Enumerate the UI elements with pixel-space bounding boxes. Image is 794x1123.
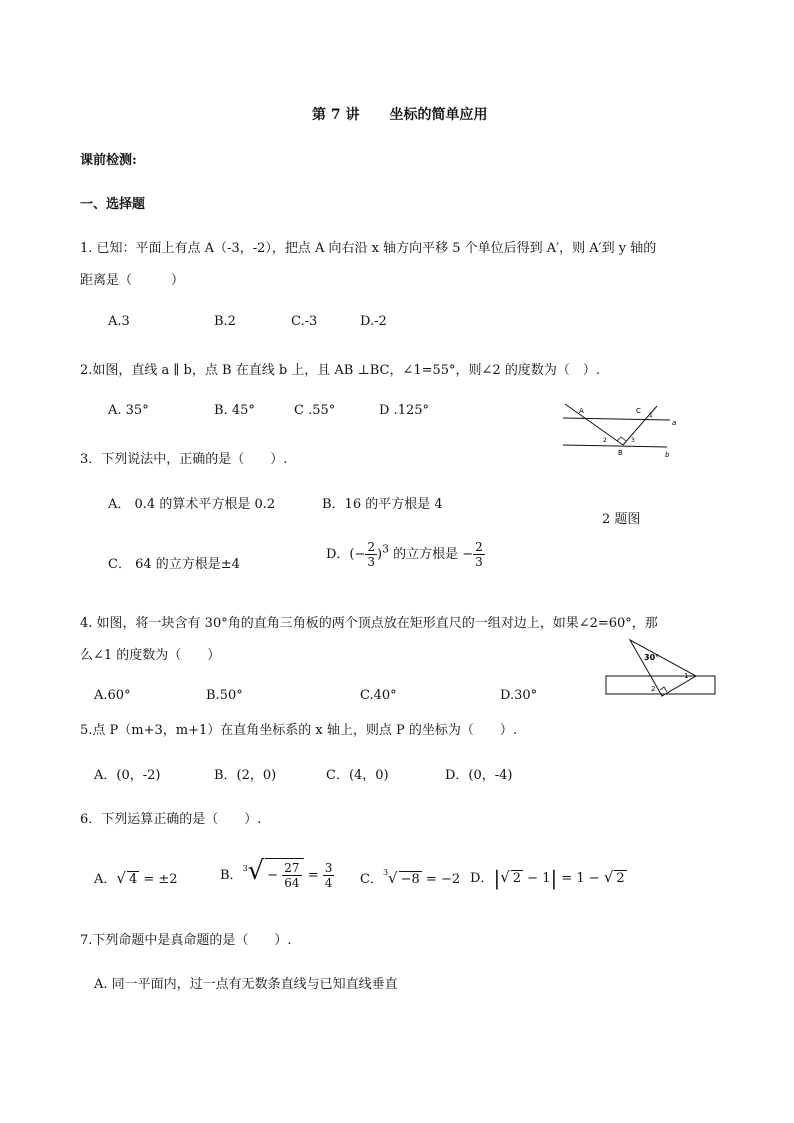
line-a: [563, 418, 670, 420]
q6-option-d: D．|√ 2 − 1| = 1 − √ 2: [470, 866, 625, 890]
section-heading: 课前检测:: [80, 153, 137, 168]
q5-stem: 5.点 P（m+3，m+1）在直角坐标系的 x 轴上，则点 P 的坐标为（ ）.: [80, 723, 518, 738]
ruler: [606, 676, 715, 694]
right-angle-mark: [617, 437, 626, 441]
q3-d-fraction: $\frac{2}{3}$: [367, 540, 376, 569]
q4-option-d: D.30°: [500, 688, 538, 703]
q2-option-b: B. 45°: [214, 403, 255, 418]
label-30: 30°: [644, 653, 660, 662]
q4-ruler-triangle-figure: [604, 636, 718, 698]
q5-option-d: D．(0，-4): [445, 768, 513, 783]
q6-option-b: B．$^3$√ − $\frac{27}{64}$ = $\frac{3}{4}$: [220, 856, 333, 890]
q1-option-b: B.2: [214, 314, 236, 329]
q1-option-a: A.3: [108, 314, 130, 329]
label-b: b: [665, 451, 670, 459]
q3-option-a: A． 0.4 的算术平方根是 0.2: [108, 497, 276, 512]
q3-d-fraction2: $\frac{2}{3}$: [475, 540, 483, 569]
q6-stem: 6．下列运算正确的是（ ）.: [80, 812, 262, 827]
q6-option-a: A．√ 4 = ±2: [94, 869, 178, 887]
right-angle-mark: [660, 687, 667, 692]
page-title: [312, 104, 488, 124]
q4-option-a: A.60°: [94, 688, 131, 703]
q2-option-c: C .55°: [294, 403, 336, 418]
q2-parallel-lines-figure: [555, 400, 680, 464]
lecture-number: 第 7 讲: [312, 107, 360, 123]
line-b: [563, 445, 667, 447]
q2-stem: 2.如图，直线 a ∥ b，点 B 在直线 b 上，且 AB ⊥BC，∠1=55°，则∠2 的度数为（ ）.: [80, 363, 600, 378]
label-a: a: [672, 419, 677, 427]
q3-option-d: D．(− $\frac{2}{3}$ )$^3$ 的立方根是 − $\frac{2}{3}$: [326, 540, 483, 569]
q5-option-b: B．(2，0): [214, 768, 277, 783]
label-2: 2: [651, 685, 656, 693]
q3-d-text: 的立方根是 −: [389, 547, 474, 562]
q3-d-prefix: D．(−: [326, 547, 366, 562]
segment-ab: [565, 404, 623, 445]
q4-option-c: C.40°: [360, 688, 397, 703]
label-B: B: [618, 449, 623, 457]
q1-option-c: C.-3: [291, 314, 318, 329]
q1-stem-line1: 1. 已知：平面上有点 A（-3，-2），把点 A 向右沿 x 轴方向平移 5 个单位后得到 A′，则 A′到 y 轴的: [80, 241, 657, 256]
q1-stem-line2: 距离是（ ）: [80, 273, 185, 288]
label-A: A: [579, 407, 584, 415]
q6-option-c: C．$^3$√ −8 = −2: [360, 868, 461, 887]
q4-stem-line2: 么∠1 的度数为（ ）: [80, 648, 221, 663]
q4-option-b: B.50°: [206, 688, 243, 703]
q7-stem: 7.下列命题中是真命题的是（ ）.: [80, 933, 292, 948]
q3-option-b: B．16 的平方根是 4: [322, 497, 443, 512]
q3-d-exponent: 3: [382, 542, 389, 556]
label-3: 3: [631, 437, 635, 444]
q2-option-a: A. 35°: [108, 403, 149, 418]
label-1: 1: [649, 412, 653, 419]
q2-option-d: D .125°: [379, 403, 430, 418]
label-2: 2: [603, 437, 607, 444]
q3-stem: 3．下列说法中，正确的是（ ）.: [80, 452, 288, 467]
part-heading: 一、选择题: [80, 197, 146, 212]
q4-stem-line1: 4. 如图，将一块含有 30°角的直角三角板的两个顶点放在矩形直尺的一组对边上，如果∠2=60°，那: [80, 616, 658, 631]
label-C: C: [636, 407, 641, 415]
q7-option-a: A. 同一平面内，过一点有无数条直线与已知直线垂直: [94, 977, 398, 992]
q3-option-c: C． 64 的立方根是±4: [108, 557, 240, 572]
q2-figure-caption: 2 题图: [602, 512, 641, 527]
q1-option-d: D.-2: [360, 314, 387, 329]
lecture-topic: 坐标的简单应用: [389, 107, 488, 123]
q5-option-c: C．(4，0): [326, 768, 389, 783]
q5-option-a: A．(0，-2): [94, 768, 161, 783]
label-1: 1: [684, 672, 689, 680]
